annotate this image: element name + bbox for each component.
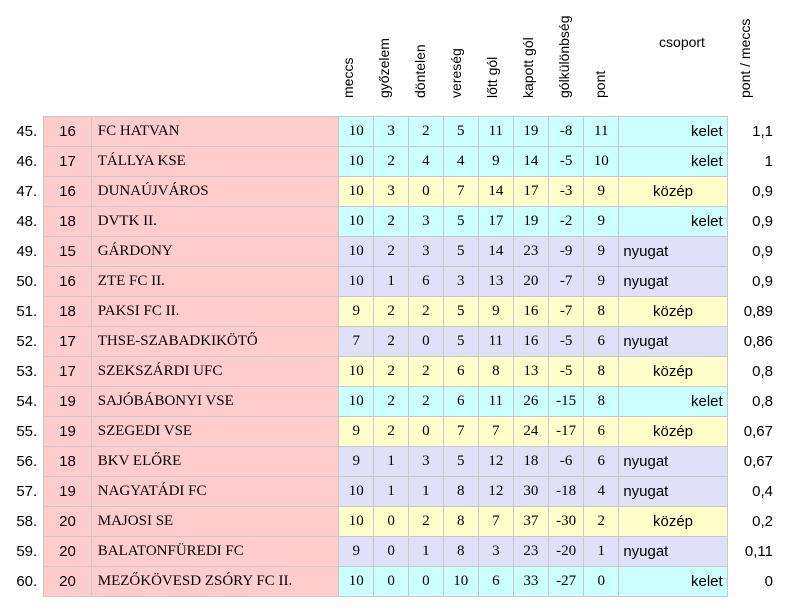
dontetlen-cell: 0 (408, 567, 443, 597)
team-name-cell: FC HATVAN (91, 117, 338, 147)
pont-cell: 0 (584, 567, 619, 597)
csoport-cell (619, 507, 727, 537)
group-label: közép (652, 363, 694, 380)
meccs-cell: 10 (339, 567, 374, 597)
prev-rank-cell: 17 (44, 327, 92, 357)
kapott-gol-cell: 23 (513, 237, 548, 267)
pont-cell: 11 (584, 117, 619, 147)
meccs-cell: 10 (339, 207, 374, 237)
header-dontetlen: döntelen (412, 44, 428, 98)
pont-cell: 6 (584, 447, 619, 477)
rank-cell: 58. (16, 513, 38, 530)
golkulonbseg-cell: -5 (548, 357, 583, 387)
vereseg-cell: 8 (443, 507, 478, 537)
table-row (0, 177, 785, 207)
csoport-cell (619, 297, 727, 327)
group-label: közép (652, 183, 694, 200)
header-meccs: meccs (340, 57, 356, 98)
team-name-cell: SZEKSZÁRDI UFC (91, 357, 338, 387)
prev-rank-cell: 19 (44, 477, 92, 507)
prev-rank-cell: 16 (44, 117, 92, 147)
golkulonbseg-cell: -2 (548, 207, 583, 237)
prev-rank-cell: 16 (44, 177, 92, 207)
dontetlen-cell: 0 (408, 177, 443, 207)
vereseg-cell: 5 (443, 207, 478, 237)
table-row (0, 537, 785, 567)
prev-rank-cell: 19 (44, 417, 92, 447)
csoport-cell (619, 267, 727, 297)
lott-gol-cell: 8 (478, 357, 513, 387)
pont-per-meccs-cell: 0,67 (743, 453, 773, 470)
golkulonbseg-cell: -7 (548, 297, 583, 327)
vereseg-cell: 8 (443, 477, 478, 507)
pont-cell: 9 (584, 177, 619, 207)
lott-gol-cell: 9 (478, 147, 513, 177)
prev-rank-cell: 20 (44, 507, 92, 537)
group-label: nyugat (623, 243, 669, 260)
vereseg-cell: 4 (443, 147, 478, 177)
prev-rank-cell: 17 (44, 357, 92, 387)
team-name-cell: NAGYATÁDI FC (91, 477, 338, 507)
rank-cell: 60. (16, 573, 38, 590)
pont-per-meccs-cell: 0,8 (752, 363, 773, 380)
lott-gol-cell: 12 (478, 477, 513, 507)
rank-cell: 47. (16, 183, 38, 200)
rank-cell: 48. (16, 213, 38, 230)
dontetlen-cell: 3 (408, 207, 443, 237)
meccs-cell: 10 (339, 117, 374, 147)
prev-rank-cell: 18 (44, 207, 92, 237)
team-name-cell: THSE-SZABADKIKÖTŐ (91, 327, 338, 357)
dontetlen-cell: 2 (408, 507, 443, 537)
meccs-cell: 10 (339, 387, 374, 417)
csoport-cell (619, 567, 727, 597)
golkulonbseg-cell: -17 (548, 417, 583, 447)
table-header (0, 0, 785, 115)
team-name-cell: PAKSI FC II. (91, 297, 338, 327)
rank-cell: 55. (16, 423, 38, 440)
vereseg-cell: 10 (443, 567, 478, 597)
table-row (0, 297, 785, 327)
team-name-cell: BALATONFÜREDI FC (91, 537, 338, 567)
standings-body (0, 117, 785, 597)
team-name-cell: DVTK II. (91, 207, 338, 237)
vereseg-cell: 5 (443, 237, 478, 267)
vereseg-cell: 7 (443, 177, 478, 207)
team-name-cell: BKV ELŐRE (91, 447, 338, 477)
gyozelem-cell: 1 (374, 447, 409, 477)
group-label: közép (652, 513, 694, 530)
prev-rank-cell: 16 (44, 267, 92, 297)
gyozelem-cell: 0 (374, 507, 409, 537)
group-label: kelet (691, 393, 723, 410)
csoport-cell (619, 447, 727, 477)
rank-cell: 49. (16, 243, 38, 260)
standings-table (0, 116, 785, 597)
header-golkulonbseg: gólkülönbség (556, 15, 572, 98)
lott-gol-cell: 6 (478, 567, 513, 597)
group-label: nyugat (623, 543, 669, 560)
pont-per-meccs-cell: 0,89 (743, 303, 773, 320)
table-row (0, 237, 785, 267)
csoport-cell (619, 327, 727, 357)
pont-per-meccs-cell: 0,9 (752, 213, 773, 230)
golkulonbseg-cell: -6 (548, 447, 583, 477)
golkulonbseg-cell: -18 (548, 477, 583, 507)
team-name-cell: DUNAÚJVÁROS (91, 177, 338, 207)
group-label: nyugat (623, 333, 669, 350)
lott-gol-cell: 14 (478, 177, 513, 207)
csoport-cell (619, 387, 727, 417)
table-row (0, 147, 785, 177)
vereseg-cell: 5 (443, 117, 478, 147)
group-label: közép (652, 423, 694, 440)
lott-gol-cell: 12 (478, 447, 513, 477)
lott-gol-cell: 11 (478, 327, 513, 357)
dontetlen-cell: 3 (408, 237, 443, 267)
header-pont-per-meccs: pont / meccs (737, 18, 753, 98)
prev-rank-cell: 20 (44, 567, 92, 597)
pont-per-meccs-cell: 0,9 (752, 183, 773, 200)
prev-rank-cell: 20 (44, 537, 92, 567)
lott-gol-cell: 14 (478, 237, 513, 267)
meccs-cell: 10 (339, 477, 374, 507)
meccs-cell: 9 (339, 447, 374, 477)
group-label: kelet (691, 153, 723, 170)
team-name-cell: SZEGEDI VSE (91, 417, 338, 447)
gyozelem-cell: 3 (374, 177, 409, 207)
meccs-cell: 10 (339, 357, 374, 387)
pont-cell: 6 (584, 417, 619, 447)
meccs-cell: 10 (339, 237, 374, 267)
team-name-cell: MAJOSI SE (91, 507, 338, 537)
group-label: kelet (691, 213, 723, 230)
dontetlen-cell: 4 (408, 147, 443, 177)
rank-cell: 50. (16, 273, 38, 290)
gyozelem-cell: 1 (374, 267, 409, 297)
header-vereseg: vereség (448, 48, 464, 98)
golkulonbseg-cell: -20 (548, 537, 583, 567)
group-label: nyugat (623, 483, 669, 500)
lott-gol-cell: 11 (478, 117, 513, 147)
kapott-gol-cell: 14 (513, 147, 548, 177)
table-row (0, 207, 785, 237)
pont-per-meccs-cell: 0,67 (743, 423, 773, 440)
header-csoport: csoport (659, 34, 705, 50)
kapott-gol-cell: 16 (513, 327, 548, 357)
golkulonbseg-cell: -8 (548, 117, 583, 147)
dontetlen-cell: 0 (408, 417, 443, 447)
dontetlen-cell: 2 (408, 117, 443, 147)
table-row (0, 507, 785, 537)
pont-per-meccs-cell: 0,2 (752, 513, 773, 530)
group-label: kelet (691, 123, 723, 140)
pont-cell: 9 (584, 267, 619, 297)
vereseg-cell: 6 (443, 387, 478, 417)
vereseg-cell: 3 (443, 267, 478, 297)
pont-per-meccs-cell: 0,11 (744, 543, 773, 560)
group-label: közép (652, 303, 694, 320)
golkulonbseg-cell: -5 (548, 327, 583, 357)
golkulonbseg-cell: -9 (548, 237, 583, 267)
prev-rank-cell: 17 (44, 147, 92, 177)
rank-cell: 59. (16, 543, 38, 560)
gyozelem-cell: 1 (374, 477, 409, 507)
pont-cell: 4 (584, 477, 619, 507)
rank-cell: 53. (16, 363, 38, 380)
golkulonbseg-cell: -3 (548, 177, 583, 207)
kapott-gol-cell: 19 (513, 207, 548, 237)
dontetlen-cell: 2 (408, 357, 443, 387)
kapott-gol-cell: 13 (513, 357, 548, 387)
header-lott-gol: lőtt gól (484, 56, 500, 98)
golkulonbseg-cell: -7 (548, 267, 583, 297)
prev-rank-cell: 19 (44, 387, 92, 417)
group-label: kelet (691, 573, 723, 590)
table-row (0, 117, 785, 147)
csoport-cell (619, 117, 727, 147)
kapott-gol-cell: 17 (513, 177, 548, 207)
pont-per-meccs-cell: 0,86 (743, 333, 773, 350)
gyozelem-cell: 0 (374, 537, 409, 567)
vereseg-cell: 7 (443, 417, 478, 447)
team-name-cell: MEZŐKÖVESD ZSÓRY FC II. (91, 567, 338, 597)
gyozelem-cell: 2 (374, 237, 409, 267)
meccs-cell: 7 (339, 327, 374, 357)
rank-cell: 46. (16, 153, 38, 170)
team-name-cell: TÁLLYA KSE (91, 147, 338, 177)
table-row (0, 567, 785, 597)
team-name-cell: SAJÓBÁBONYI VSE (91, 387, 338, 417)
header-gyozelem: győzelem (376, 38, 392, 98)
csoport-cell (619, 477, 727, 507)
group-label: nyugat (623, 453, 669, 470)
lott-gol-cell: 13 (478, 267, 513, 297)
golkulonbseg-cell: -5 (548, 147, 583, 177)
kapott-gol-cell: 26 (513, 387, 548, 417)
lott-gol-cell: 17 (478, 207, 513, 237)
table-row (0, 477, 785, 507)
gyozelem-cell: 2 (374, 147, 409, 177)
golkulonbseg-cell: -30 (548, 507, 583, 537)
dontetlen-cell: 0 (408, 327, 443, 357)
rank-cell: 56. (16, 453, 38, 470)
meccs-cell: 9 (339, 537, 374, 567)
gyozelem-cell: 2 (374, 297, 409, 327)
dontetlen-cell: 2 (408, 297, 443, 327)
team-name-cell: ZTE FC II. (91, 267, 338, 297)
meccs-cell: 10 (339, 267, 374, 297)
csoport-cell (619, 417, 727, 447)
pont-cell: 2 (584, 507, 619, 537)
rank-cell: 54. (16, 393, 38, 410)
prev-rank-cell: 15 (44, 237, 92, 267)
kapott-gol-cell: 18 (513, 447, 548, 477)
pont-cell: 8 (584, 357, 619, 387)
rank-cell: 57. (16, 483, 38, 500)
rank-cell: 52. (16, 333, 38, 350)
pont-per-meccs-cell: 0,9 (752, 273, 773, 290)
dontetlen-cell: 1 (408, 477, 443, 507)
pont-cell: 8 (584, 387, 619, 417)
dontetlen-cell: 3 (408, 447, 443, 477)
pont-per-meccs-cell: 1,1 (752, 123, 773, 140)
csoport-cell (619, 207, 727, 237)
kapott-gol-cell: 20 (513, 267, 548, 297)
gyozelem-cell: 2 (374, 357, 409, 387)
gyozelem-cell: 2 (374, 417, 409, 447)
team-name-cell: GÁRDONY (91, 237, 338, 267)
csoport-cell (619, 147, 727, 177)
header-kapott-gol: kapott gól (520, 37, 536, 98)
vereseg-cell: 5 (443, 327, 478, 357)
gyozelem-cell: 0 (374, 567, 409, 597)
csoport-cell (619, 537, 727, 567)
gyozelem-cell: 2 (374, 387, 409, 417)
prev-rank-cell: 18 (44, 297, 92, 327)
meccs-cell: 9 (339, 417, 374, 447)
kapott-gol-cell: 24 (513, 417, 548, 447)
kapott-gol-cell: 16 (513, 297, 548, 327)
dontetlen-cell: 6 (408, 267, 443, 297)
table-row (0, 417, 785, 447)
pont-per-meccs-cell: 0,9 (752, 243, 773, 260)
header-pont: pont (592, 70, 608, 98)
lott-gol-cell: 9 (478, 297, 513, 327)
pont-per-meccs-cell: 0 (764, 573, 773, 590)
table-row (0, 447, 785, 477)
csoport-cell (619, 237, 727, 267)
vereseg-cell: 5 (443, 447, 478, 477)
meccs-cell: 10 (339, 507, 374, 537)
gyozelem-cell: 2 (374, 207, 409, 237)
pont-per-meccs-cell: 0,4 (752, 483, 773, 500)
rank-cell: 45. (16, 123, 38, 140)
lott-gol-cell: 7 (478, 417, 513, 447)
kapott-gol-cell: 37 (513, 507, 548, 537)
pont-per-meccs-cell: 1 (764, 153, 773, 170)
lott-gol-cell: 7 (478, 507, 513, 537)
table-row (0, 267, 785, 297)
pont-cell: 9 (584, 207, 619, 237)
vereseg-cell: 5 (443, 297, 478, 327)
pont-cell: 6 (584, 327, 619, 357)
table-row (0, 327, 785, 357)
lott-gol-cell: 11 (478, 387, 513, 417)
meccs-cell: 10 (339, 147, 374, 177)
pont-per-meccs-cell: 0,8 (752, 393, 773, 410)
pont-cell: 1 (584, 537, 619, 567)
meccs-cell: 10 (339, 177, 374, 207)
csoport-cell (619, 177, 727, 207)
group-label: nyugat (623, 273, 669, 290)
prev-rank-cell: 18 (44, 447, 92, 477)
kapott-gol-cell: 33 (513, 567, 548, 597)
pont-cell: 9 (584, 237, 619, 267)
vereseg-cell: 6 (443, 357, 478, 387)
dontetlen-cell: 2 (408, 387, 443, 417)
vereseg-cell: 8 (443, 537, 478, 567)
gyozelem-cell: 3 (374, 117, 409, 147)
pont-cell: 10 (584, 147, 619, 177)
kapott-gol-cell: 19 (513, 117, 548, 147)
kapott-gol-cell: 23 (513, 537, 548, 567)
csoport-cell (619, 357, 727, 387)
lott-gol-cell: 3 (478, 537, 513, 567)
dontetlen-cell: 1 (408, 537, 443, 567)
golkulonbseg-cell: -15 (548, 387, 583, 417)
golkulonbseg-cell: -27 (548, 567, 583, 597)
gyozelem-cell: 2 (374, 327, 409, 357)
table-row (0, 387, 785, 417)
meccs-cell: 9 (339, 297, 374, 327)
pont-cell: 8 (584, 297, 619, 327)
rank-cell: 51. (16, 303, 38, 320)
kapott-gol-cell: 30 (513, 477, 548, 507)
table-row (0, 357, 785, 387)
